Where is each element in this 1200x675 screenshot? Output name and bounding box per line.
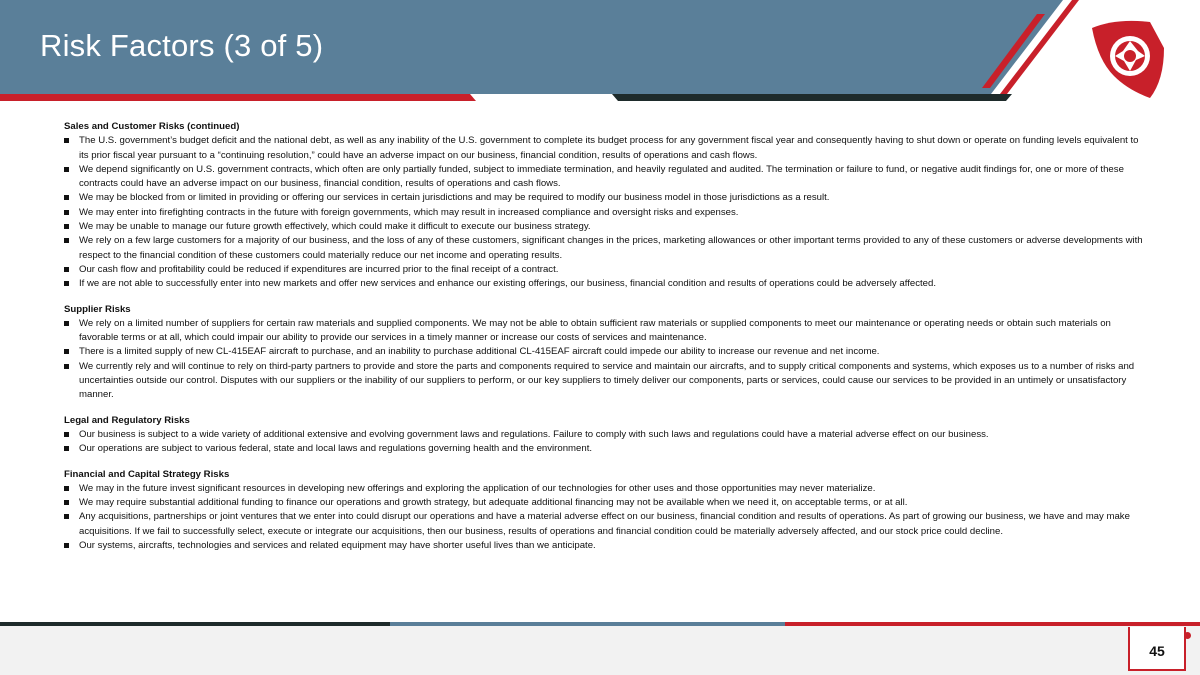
section-supplier-risks — [64, 303, 1144, 403]
bullet-item: We currently rely and will continue to rely on third-party partners to provide and store the parts and components required to service and maintain our aircrafts, and to supply critical components and systems, which exposes us to a number of risks and uncertainties outside our control. Disputes with our suppliers or the inability of our suppliers to perform, or our key suppliers to timely deliver our components, parts or services, could cause our services to be provided in an untimely or unsatisfactory manner. — [64, 360, 1144, 403]
section-heading: Sales and Customer Risks (continued) — [64, 121, 240, 132]
bullet-item: The U.S. government’s budget deficit and the national debt, as well as any inability of the U.S. government to complete its budget process for any government fiscal year and consequently having to shut down or operate on funding levels equivalent to its prior fiscal year pursuant to a “continuing resolution,” could have an adverse impact on our business, financial condition, results of operations and cash flows. — [64, 134, 1144, 163]
risk-factors-content — [64, 120, 1144, 553]
bullet-item: Our cash flow and profitability could be reduced if expenditures are incurred prior to the final receipt of a contract. — [64, 263, 1144, 277]
bullet-item: If we are not able to successfully enter into new markets and offer new services and enhance our existing offerings, our business, financial condition and results of operations could be adversely affected. — [64, 277, 1144, 291]
bullet-item: We depend significantly on U.S. government contracts, which often are only partially funded, subject to immediate termination, and heavily regulated and audited. The termination or failure to fund, or negative audit findings for, one or more of these contracts could have an adverse impact on our business, financial condition, results of operations and cash flows. — [64, 163, 1144, 192]
section-heading: Supplier Risks — [64, 303, 131, 315]
section-legal-regulatory-risks — [64, 414, 1144, 457]
page-number: 45 — [1149, 643, 1165, 659]
section-financial-capital-strategy-risks — [64, 468, 1144, 554]
bullet-item: Our operations are subject to various federal, state and local laws and regulations governing health and the environment. — [64, 442, 1144, 456]
bullet-item: Our systems, aircrafts, technologies and services and related equipment may have shorter useful lives than we anticipate. — [64, 539, 1144, 553]
bullet-item: There is a limited supply of new CL-415EAF aircraft to purchase, and an inability to purchase additional CL-415EAF aircraft could impede our ability to increase our revenue and net income. — [64, 345, 1144, 359]
bullet-item: Any acquisitions, partnerships or joint ventures that we enter into could disrupt our operations and have a material adverse effect on our business, financial condition and results of operations. As part of growing our business, we have and may make acquisitions. If we fail to successfully select, execute or integrate our acquisitions, then our business, results of operations and financial condition could be materially adversely affected, and our stock price could decline. — [64, 510, 1144, 539]
bullet-item: We may in the future invest significant resources in developing new offerings and exploring the application of our technologies for other uses and those opportunities may never materialize. — [64, 482, 1144, 496]
bullet-item: We may require substantial additional funding to finance our operations and growth strategy, but adequate additional financing may not be available when we need it, on acceptable terms, or at all. — [64, 496, 1144, 510]
bullet-list — [64, 428, 1144, 457]
footer-divider — [0, 622, 1200, 628]
section-sales-customer-risks — [64, 120, 1144, 292]
aperture-shield-icon — [1088, 18, 1168, 100]
bullet-list — [64, 134, 1144, 291]
section-heading: Financial and Capital Strategy Risks — [64, 468, 230, 480]
bullet-item: We may enter into firefighting contracts in the future with foreign governments, which may result in increased compliance and oversight risks and expenses. — [64, 206, 1144, 220]
header-red-stripe — [0, 94, 476, 101]
bullet-item: We rely on a limited number of suppliers for certain raw materials and supplied components. We may not be able to obtain sufficient raw materials or supplied components to meet our maintenance or operating needs or obtain such materials on favorable terms or at all, which could impair our ability to provide our services in a timely manner or increase our costs of services and maintenance. — [64, 317, 1144, 346]
bullet-item: We may be blocked from or limited in providing or offering our services in certain jurisdictions and may be required to modify our business model in those jurisdictions as a result. — [64, 191, 1144, 205]
page-dot-icon — [1184, 632, 1191, 639]
footer-band — [0, 622, 1200, 675]
section-heading: Legal and Regulatory Risks — [64, 414, 190, 426]
bullet-item: We rely on a few large customers for a majority of our business, and the loss of any of these customers, significant changes in the prices, marketing allowances or other important terms provided to any of these customers or adverse developments with respect to the financial condition of these customers could materially reduce our net income and operating results. — [64, 234, 1144, 263]
header-dark-stripe — [612, 94, 1012, 101]
bullet-list — [64, 317, 1144, 403]
bullet-list — [64, 482, 1144, 553]
bullet-item: We may be unable to manage our future growth effectively, which could make it difficult to execute our business strategy. — [64, 220, 1144, 234]
bullet-item: Our business is subject to a wide variety of additional extensive and evolving government laws and regulations. Failure to comply with such laws and regulations could have a material adverse effect on our business. — [64, 428, 1144, 442]
page-title: Risk Factors (3 of 5) — [40, 28, 324, 63]
